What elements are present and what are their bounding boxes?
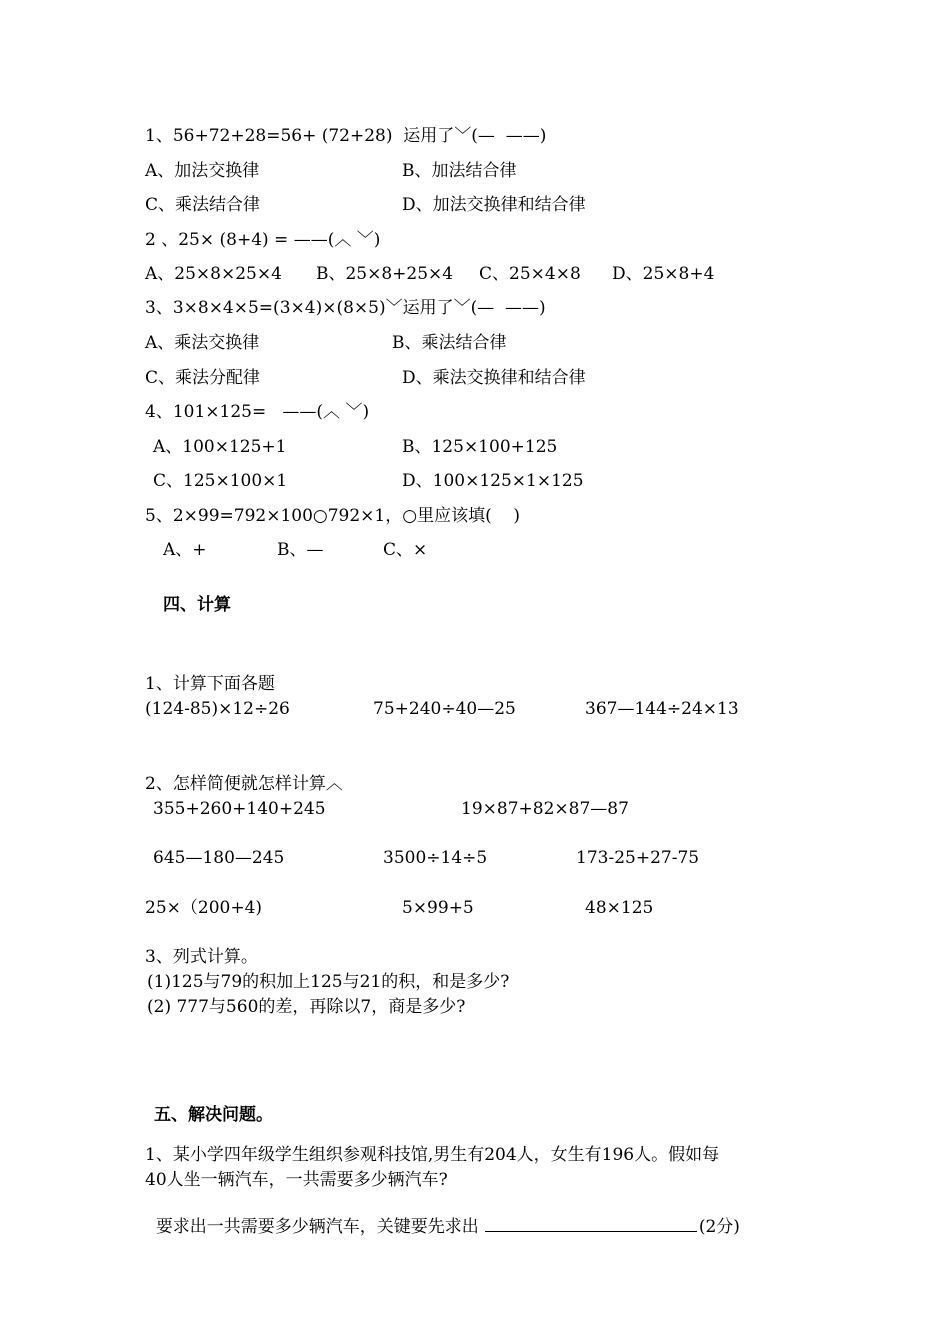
q4-option-a: A、100×125+1: [153, 437, 287, 457]
q5-option-a: A、+: [163, 540, 207, 560]
calc-title: 1、计算下面各题: [145, 674, 275, 694]
q2-option-d: D、25×8+4: [612, 264, 715, 284]
expression-item-2: (2) 777与560的差，再除以7，商是多少?: [147, 997, 466, 1017]
problem-1-prompt: 要求出一共需要多少辆汽车，关键要先求出: [155, 1217, 479, 1237]
q5-stem: 5、2×99=792×100○792×1，○里应该填( ): [145, 506, 520, 526]
simplify-item-8: 48×125: [585, 898, 654, 918]
simplify-item-5: 173-25+27-75: [576, 848, 700, 868]
q1-option-c: C、乘法结合律: [145, 195, 261, 215]
calc-item-1: (124-85)×12÷26: [145, 699, 290, 719]
problem-1-line-3: [145, 1194, 740, 1238]
q2-option-a: A、25×8×25×4: [145, 264, 282, 284]
q3-option-d: D、乘法交换律和结合律: [402, 368, 586, 388]
simplify-title: 2、怎样简便就怎样计算︿: [145, 774, 343, 794]
problem-1-line-2: 40人坐一辆汽车，一共需要多少辆汽车?: [145, 1170, 448, 1190]
simplify-item-2: 19×87+82×87—87: [461, 799, 629, 819]
simplify-item-7: 5×99+5: [402, 898, 474, 918]
q4-option-d: D、100×125×1×125: [402, 471, 584, 491]
expression-title: 3、列式计算。: [145, 947, 258, 967]
q2-option-b: B、25×8+25×4: [316, 264, 454, 284]
q1-option-d: D、加法交换律和结合律: [402, 195, 586, 215]
simplify-item-3: 645—180—245: [153, 848, 285, 868]
q1-stem: 1、56+72+28=56+ (72+28) 运用了﹀(— ——): [145, 126, 547, 146]
expression-item-1: (1)125与79的积加上125与21的积，和是多少?: [147, 972, 510, 992]
q2-stem: 2 、25× (8+4) = ——(︿ ﹀): [145, 230, 381, 250]
simplify-item-6: 25×（200+4): [145, 898, 263, 918]
answer-blank[interactable]: [485, 1217, 697, 1232]
q4-option-b: B、125×100+125: [402, 437, 558, 457]
q3-stem: 3、3×8×4×5=(3×4)×(8×5)﹀运用了﹀(— ——): [145, 298, 546, 318]
section-five-heading: 五、解决问题。: [154, 1105, 273, 1125]
q4-option-c: C、125×100×1: [153, 471, 288, 491]
q3-option-b: B、乘法结合律: [392, 333, 507, 353]
simplify-item-1: 355+260+140+245: [153, 799, 326, 819]
problem-1-score: (2分): [698, 1217, 740, 1237]
problem-1-line-1: 1、某小学四年级学生组织参观科技馆,男生有204人，女生有196人。假如每: [145, 1145, 720, 1165]
q5-option-b: B、—: [277, 540, 324, 560]
q1-option-b: B、加法结合律: [402, 161, 517, 181]
q3-option-a: A、乘法交换律: [145, 333, 260, 353]
calc-item-3: 367—144÷24×13: [585, 699, 739, 719]
q4-stem: 4、101×125= ——(︿ ﹀): [145, 402, 370, 422]
q5-option-c: C、×: [383, 540, 428, 560]
q2-option-c: C、25×4×8: [479, 264, 581, 284]
calc-item-2: 75+240÷40—25: [373, 699, 516, 719]
q1-option-a: A、加法交换律: [145, 161, 260, 181]
q3-option-c: C、乘法分配律: [145, 368, 261, 388]
section-four-heading: 四、计算: [163, 595, 231, 615]
simplify-item-4: 3500÷14÷5: [383, 848, 488, 868]
